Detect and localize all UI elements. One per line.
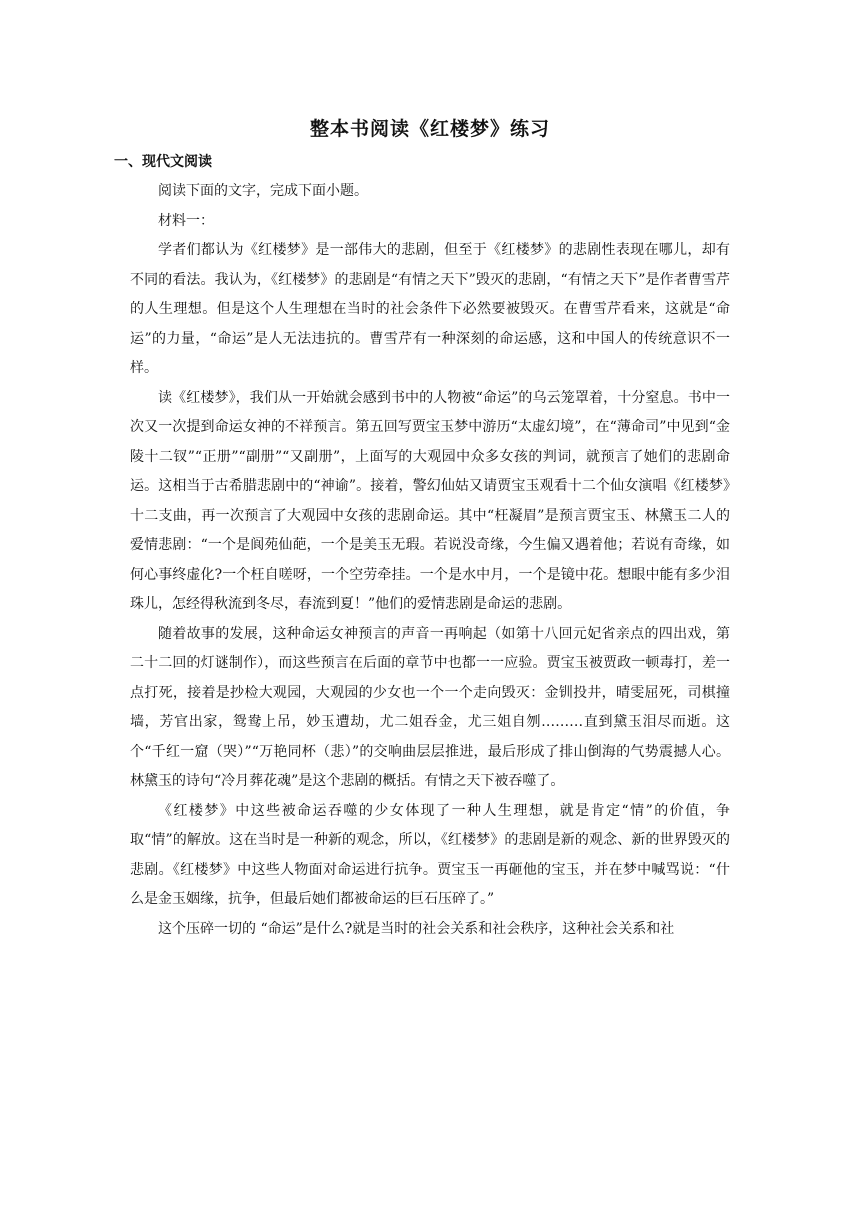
paragraph: 学者们都认为《红楼梦》是一部伟大的悲剧，但至于《红楼梦》的悲剧性表现在哪儿，却有不同的看法。我认为，《红楼梦》的悲剧是“有情之天下”毁灭的悲剧，“有情之天下”是作者曹雪芹的人生理想。但是这个人生理想在当时的社会条件下必然要被毁灭。在曹雪芹看来，这就是“命运”的力量，“命运”是人无法违抗的。曹雪芹有一种深刻的命运感，这和中国人的传统意识不一样。: [130, 242, 730, 376]
section-heading: 一、现代文阅读: [114, 154, 212, 170]
instruction-text: 阅读下面的文字，完成下面小题。: [158, 183, 368, 199]
paragraph: 随着故事的发展，这种命运女神预言的声音一再响起（如第十八回元妃省亲点的四出戏，第二十二回的灯谜制作），而这些预言在后面的章节中也都一一应验。贾宝玉被贾政一顿毒打，差一点打死，接着是抄检大观园，大观园的少女也一个一个走向毁灭：金钏投井，晴雯屈死，司棋撞墙，芳官出家，鸳鸯上吊，妙玉遭劫，尤二姐吞金，尤三姐自刎………直到黛玉泪尽而逝。这个“千红一窟（哭）”“万艳同杯（悲）”的交响曲层层推进，最后形成了排山倒海的气势震撼人心。林黛玉的诗句“冷月葬花魂”是这个悲剧的概括。有情之天下被吞噬了。: [130, 625, 730, 789]
page-title: 整本书阅读《红楼梦》练习: [309, 118, 550, 140]
paragraph: 读《红楼梦》，我们从一开始就会感到书中的人物被“命运”的乌云笼罩着，十分窒息。书中一次又一次提到命运女神的不祥预言。第五回写贾宝玉梦中游历“太虚幻境”，在“薄命司”中见到“金陵十二钗”“正册”“副册”“又副册”，上面写的大观园中众多女孩的判词，就预言了她们的悲剧命运。这相当于古希腊悲剧中的“神谕”。接着，警幻仙姑又请贾宝玉观看十二个仙女演唱《红楼梦》十二支曲，再一次预言了大观园中女孩的悲剧命运。其中“枉凝眉”是预言贾宝玉、林黛玉二人的爱情悲剧：“一个是阆苑仙葩，一个是美玉无瑕。若说没奇缘，今生偏又遇着他；若说有奇缘，如何心事终虚化?一个枉自嗟呀，一个空劳牵挂。一个是水中月，一个是镜中花。想眼中能有多少泪珠儿，怎经得秋流到冬尽，春流到夏！”他们的爱情悲剧是命运的悲剧。: [130, 389, 730, 612]
material-label: 材料一：: [158, 212, 214, 229]
passage: [130, 177, 730, 944]
paragraph: 《红楼梦》中这些被命运吞噬的少女体现了一种人生理想，就是肯定“情”的价值，争取“情”的解放。这在当时是一种新的观念，所以，《红楼梦》的悲剧是新的观念、新的世界毁灭的悲剧。《红楼梦》中这些人物面对命运进行抗争。贾宝玉一再砸他的宝玉，并在梦中喊骂说：“什么是金玉姻缘，抗争，但最后她们都被命运的巨石压碎了。”: [130, 802, 730, 907]
paragraph: 这个压碎一切的 “命运”是什么?就是当时的社会关系和社会秩序，这种社会关系和社: [158, 920, 675, 937]
